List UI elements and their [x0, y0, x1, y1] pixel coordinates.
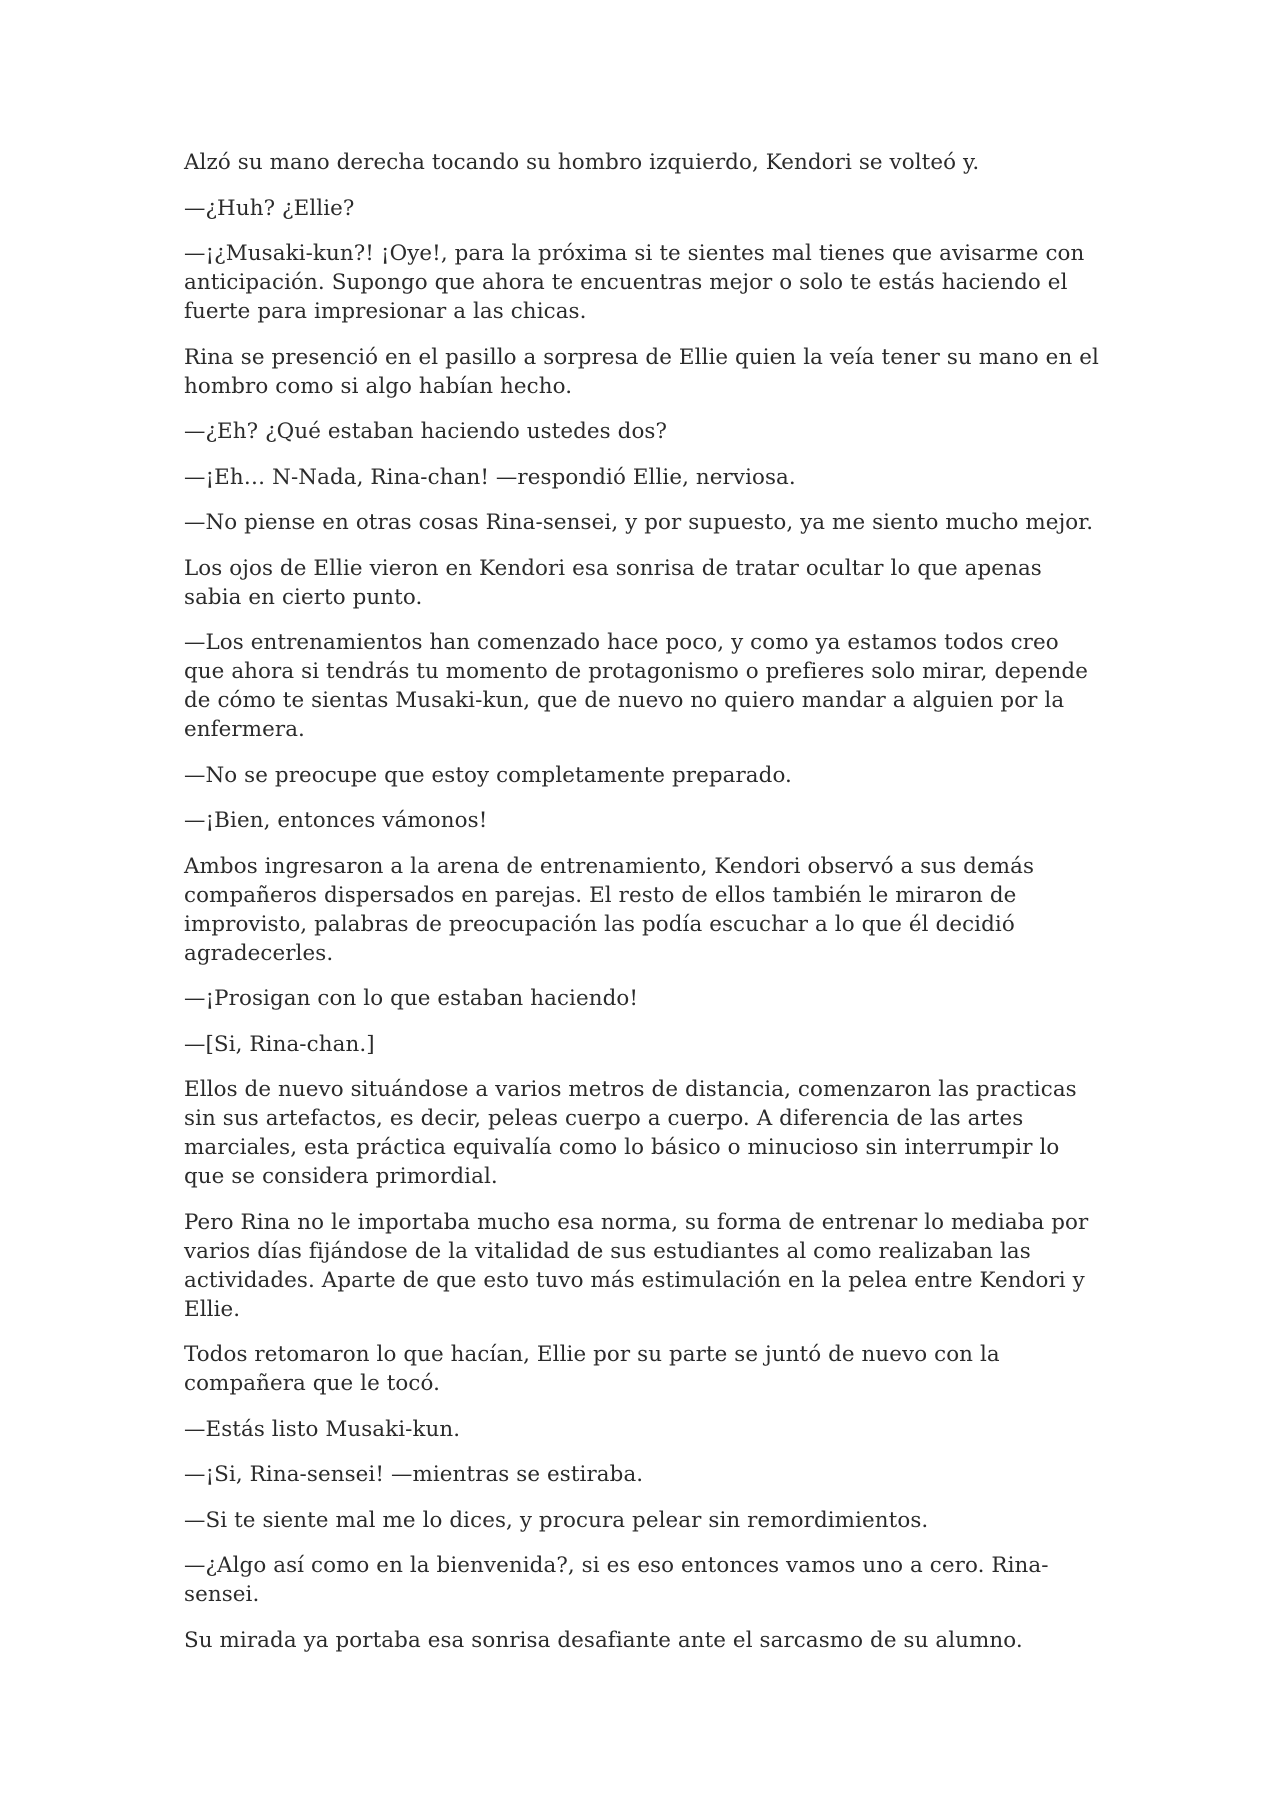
paragraph: —¿Algo así como en la bienvenida?, si es eso entonces vamos uno a cero. Rina-sensei.: [184, 1553, 1049, 1607]
paragraph: —No piense en otras cosas Rina-sensei, y por supuesto, ya me siento mucho mejor.: [184, 510, 1094, 535]
paragraph: Su mirada ya portaba esa sonrisa desafiante ante el sarcasmo de su alumno.: [184, 1627, 1023, 1653]
paragraph: —Estás listo Musaki-kun.: [184, 1416, 461, 1442]
paragraph: —¡Eh… N-Nada, Rina-chan! —respondió Ellie, nerviosa.: [184, 464, 796, 490]
paragraph: —¿Eh? ¿Qué estaban haciendo ustedes dos?: [184, 419, 668, 444]
paragraph: —Los entrenamientos han comenzado hace poco, y como ya estamos todos creo que ahora si tendrás tu momento de protagonismo o prefieres solo mirar, depende de cómo te sientas Musaki-kun, que de nuevo no quiero mandar a alguien por la enfermera.: [184, 630, 1088, 742]
paragraph: —Si te siente mal me lo dices, y procura pelear sin remordimientos.: [184, 1507, 929, 1533]
paragraph: —¡Prosigan con lo que estaban haciendo!: [184, 986, 639, 1011]
paragraph: —¡¿Musaki-kun?! ¡Oye!, para la próxima si te sientes mal tienes que avisarme con anticipación. Supongo que ahora te encuentras mejor o solo te estás haciendo el fuerte para impresionar a las chicas.: [184, 241, 1085, 324]
paragraph: Pero Rina no le importaba mucho esa norma, su forma de entrenar lo mediaba por varios días fijándose de la vitalidad de sus estudiantes al como realizaban las actividades. Aparte de que esto tuvo más estimulación en la pelea entre Kendori y Ellie.: [184, 1209, 1089, 1322]
paragraph: Los ojos de Ellie vieron en Kendori esa sonrisa de tratar ocultar lo que apenas sabia en cierto punto.: [184, 555, 1042, 610]
paragraph: Alzó su mano derecha tocando su hombro izquierdo, Kendori se volteó y.: [184, 150, 980, 175]
document-body: [184, 148, 1104, 1671]
paragraph: Ambos ingresaron a la arena de entrenamiento, Kendori observó a sus demás compañeros dispersados en parejas. El resto de ellos también le miraron de improvisto, palabras de preocupación las podía escuchar a lo que él decidió agradecerles.: [184, 853, 1035, 966]
paragraph: —¿Huh? ¿Ellie?: [184, 195, 355, 221]
paragraph: Todos retomaron lo que hacían, Ellie por su parte se juntó de nuevo con la compañera que le tocó.: [184, 1342, 1000, 1396]
paragraph: —[Si, Rina-chan.]: [184, 1031, 375, 1057]
paragraph: —No se preocupe que estoy completamente preparado.: [184, 762, 792, 788]
paragraph: Rina se presenció en el pasillo a sorpresa de Ellie quien la veía tener su mano en el hombro como si algo habían hecho.: [184, 344, 1099, 399]
paragraph: —¡Si, Rina-sensei! —mientras se estiraba.: [184, 1462, 644, 1487]
paragraph: Ellos de nuevo situándose a varios metros de distancia, comenzaron las practicas sin sus artefactos, es decir, peleas cuerpo a cuerpo. A diferencia de las artes marciales, esta práctica equivalía como lo básico o minucioso sin interrumpir lo que se considera primordial.: [184, 1077, 1077, 1189]
paragraph: —¡Bien, entonces vámonos!: [184, 808, 488, 833]
